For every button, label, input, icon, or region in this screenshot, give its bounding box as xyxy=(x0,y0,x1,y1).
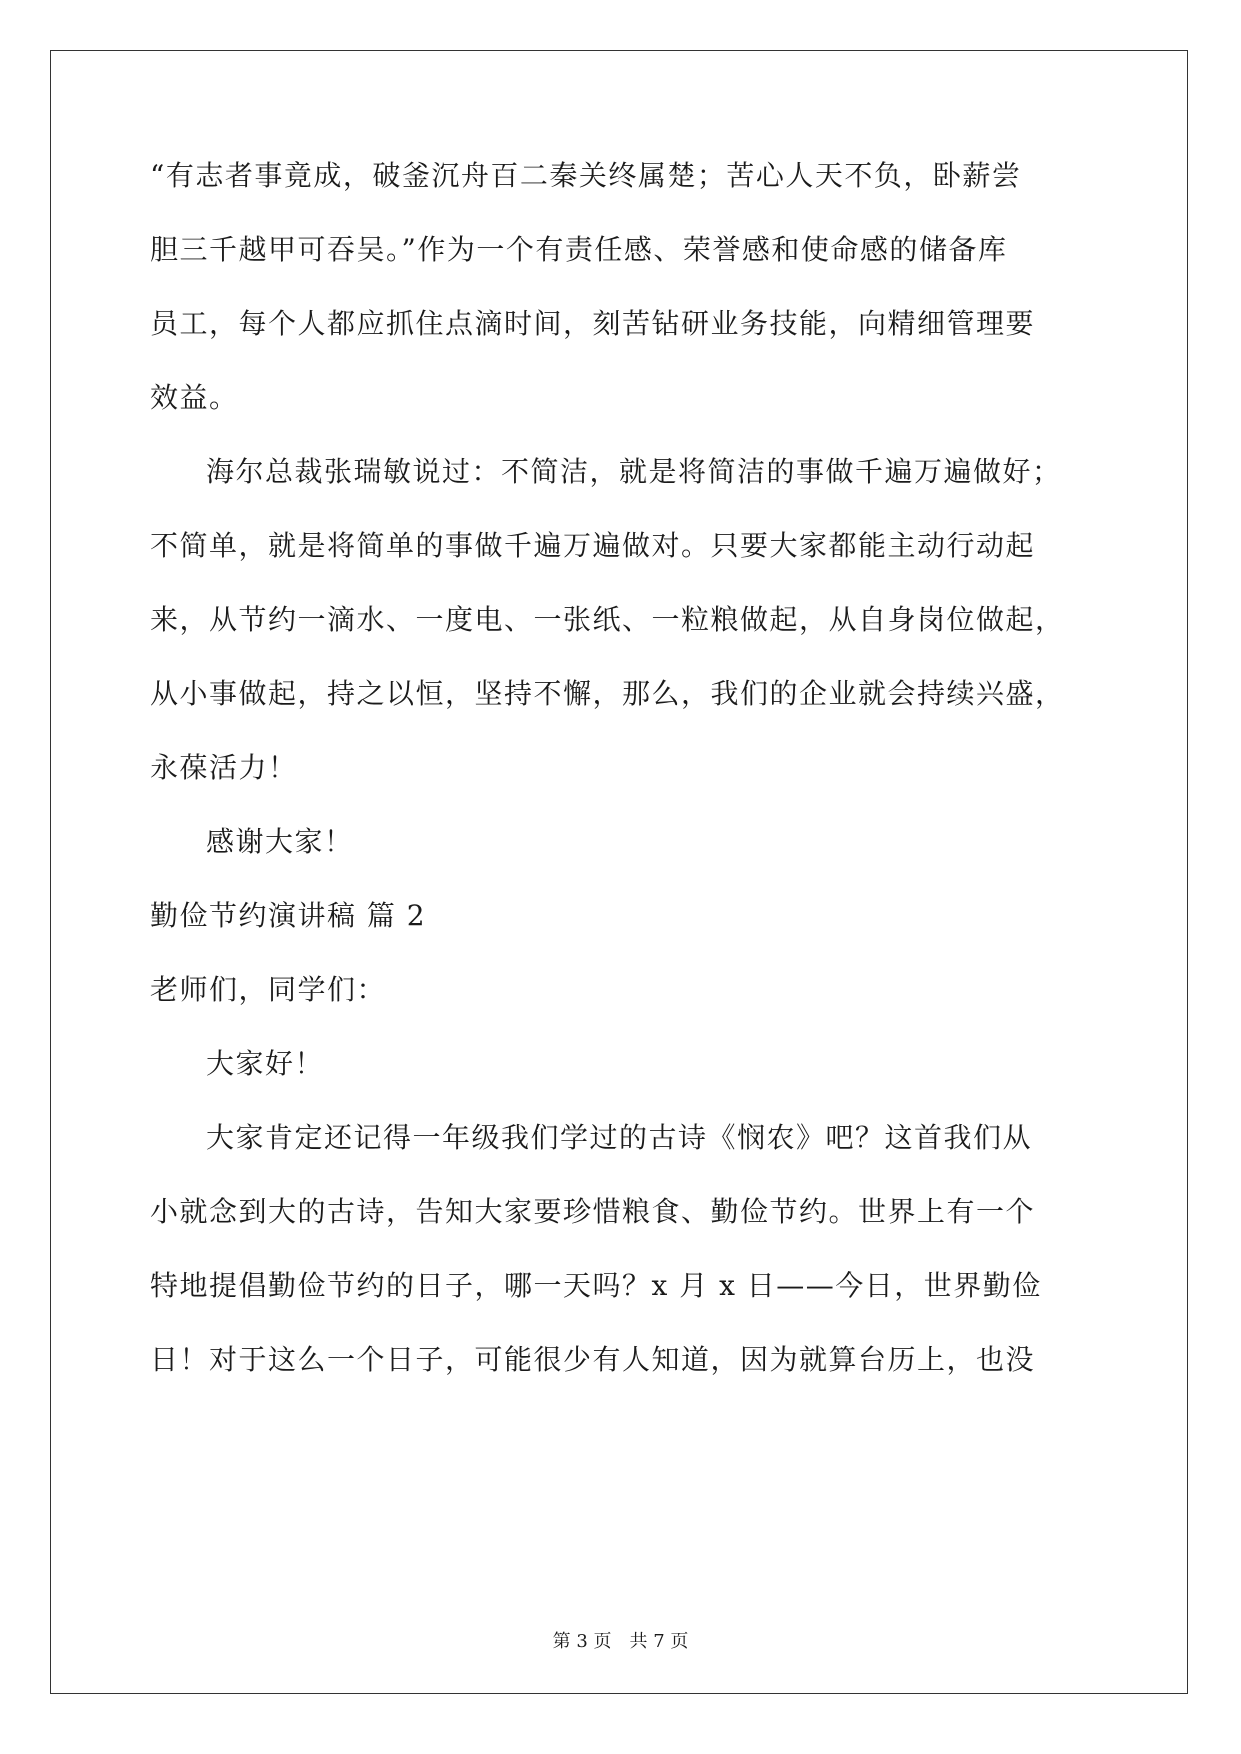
body-line: 胆三千越甲可吞吴。”作为一个有责任感、荣誉感和使命感的储备库 xyxy=(150,233,1008,266)
body-line: 效益。 xyxy=(150,381,239,414)
page-number-footer: 第 3 页 共 7 页 xyxy=(552,1631,689,1652)
page-border xyxy=(50,50,1188,1694)
paragraph-first-line: 大家肯定还记得一年级我们学过的古诗《悯农》吧？这首我们从 xyxy=(206,1121,1033,1154)
salutation: 老师们，同学们： xyxy=(150,973,387,1006)
body-line: 日！对于这么一个日子，可能很少有人知道，因为就算台历上，也没 xyxy=(150,1343,1036,1376)
paragraph-first-line: 感谢大家！ xyxy=(206,825,354,858)
body-line: “有志者事竟成，破釜沉舟百二秦关终属楚；苦心人天不负，卧薪尝 xyxy=(150,159,1022,192)
body-line: 来，从节约一滴水、一度电、一张纸、一粒粮做起，从自身岗位做起， xyxy=(150,603,1065,636)
body-line: 特地提倡勤俭节约的日子，哪一天吗？x 月 x 日——今日，世界勤俭 xyxy=(150,1269,1042,1302)
body-line: 员工，每个人都应抓住点滴时间，刻苦钻研业务技能，向精细管理要 xyxy=(150,307,1036,340)
body-line: 不简单，就是将简单的事做千遍万遍做对。只要大家都能主动行动起 xyxy=(150,529,1036,562)
section-heading: 勤俭节约演讲稿 篇 2 xyxy=(150,899,427,932)
paragraph-first-line: 海尔总裁张瑞敏说过：不简洁，就是将简洁的事做千遍万遍做好； xyxy=(206,455,1062,488)
body-line: 小就念到大的古诗，告知大家要珍惜粮食、勤俭节约。世界上有一个 xyxy=(150,1195,1036,1228)
body-line: 永葆活力！ xyxy=(150,751,298,784)
body-line: 从小事做起，持之以恒，坚持不懈，那么，我们的企业就会持续兴盛， xyxy=(150,677,1065,710)
greeting: 大家好！ xyxy=(206,1047,325,1080)
